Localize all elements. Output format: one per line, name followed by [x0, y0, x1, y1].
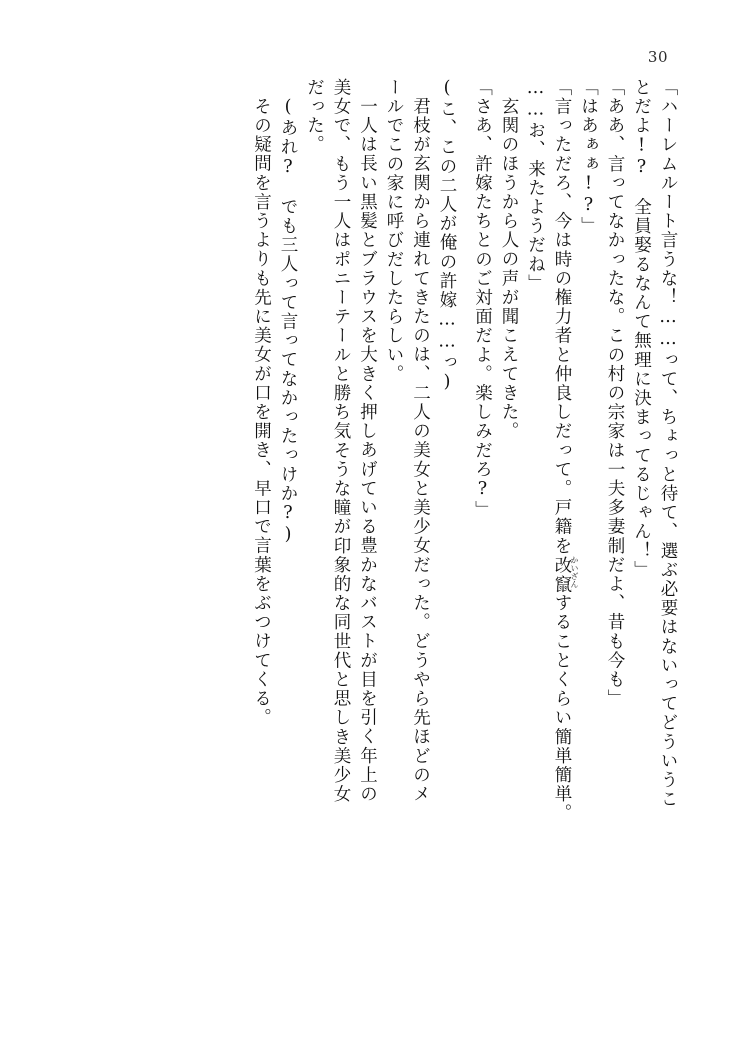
ruby-base: 改竄 かいざん	[552, 555, 579, 594]
text-line: とだよ!? 全員娶るなんて無理に決まってるじゃん！」	[631, 78, 652, 580]
text-line: 玄関のほうから人の声が聞こえてきた。	[499, 97, 519, 441]
text-line: 君枝が玄関から連れてきたのは、二人の美女と美少女だった。どうやら先ほどのメ	[410, 97, 431, 804]
text-line: 「ハーレムルート言うな！……って、ちょっと待て、選ぶ必要はないってどういうこ	[658, 78, 678, 809]
text-line: (こ、この二人が俺の許嫁……っ)	[437, 78, 457, 394]
text-line: だった。	[304, 78, 325, 155]
text-line: ……お、来たようだね」	[525, 78, 546, 294]
text-line: (あれ? でも三人って言ってなかったっけか?)	[278, 97, 298, 547]
text-line: ールでこの家に呼びだしたらしい。	[384, 78, 404, 384]
page-number: 30	[647, 48, 668, 66]
text-line: 「はあぁぁ!?」	[578, 78, 599, 236]
vertical-text-body	[56, 78, 676, 978]
text-line: 「さあ、許嫁たちとのご対面だよ。楽しみだろ?」	[472, 78, 493, 520]
text-line: その疑問を言うよりも先に美女が口を開き、早口で言葉をぶつけてくる。	[251, 97, 272, 728]
text-line: 「ああ、言ってなかったな。この村の宗家は一夫多妻制だよ、昔も今も」	[605, 78, 625, 709]
text-line: 「言っただろ、今は時の権力者と仲良しだって。戸籍を改竄 かいざん することくらい簡単簡単。	[552, 78, 579, 823]
text-line: 一人は長い黒髪とブラウスを大きく押しあげている豊かなバストが目を引く年上の	[357, 97, 378, 804]
ruby-reading: かいざん	[570, 555, 579, 588]
text-line: 美女で、もう一人はポニーテールと勝ち気そうな瞳が印象的な同世代と思しき美少女	[331, 78, 351, 804]
